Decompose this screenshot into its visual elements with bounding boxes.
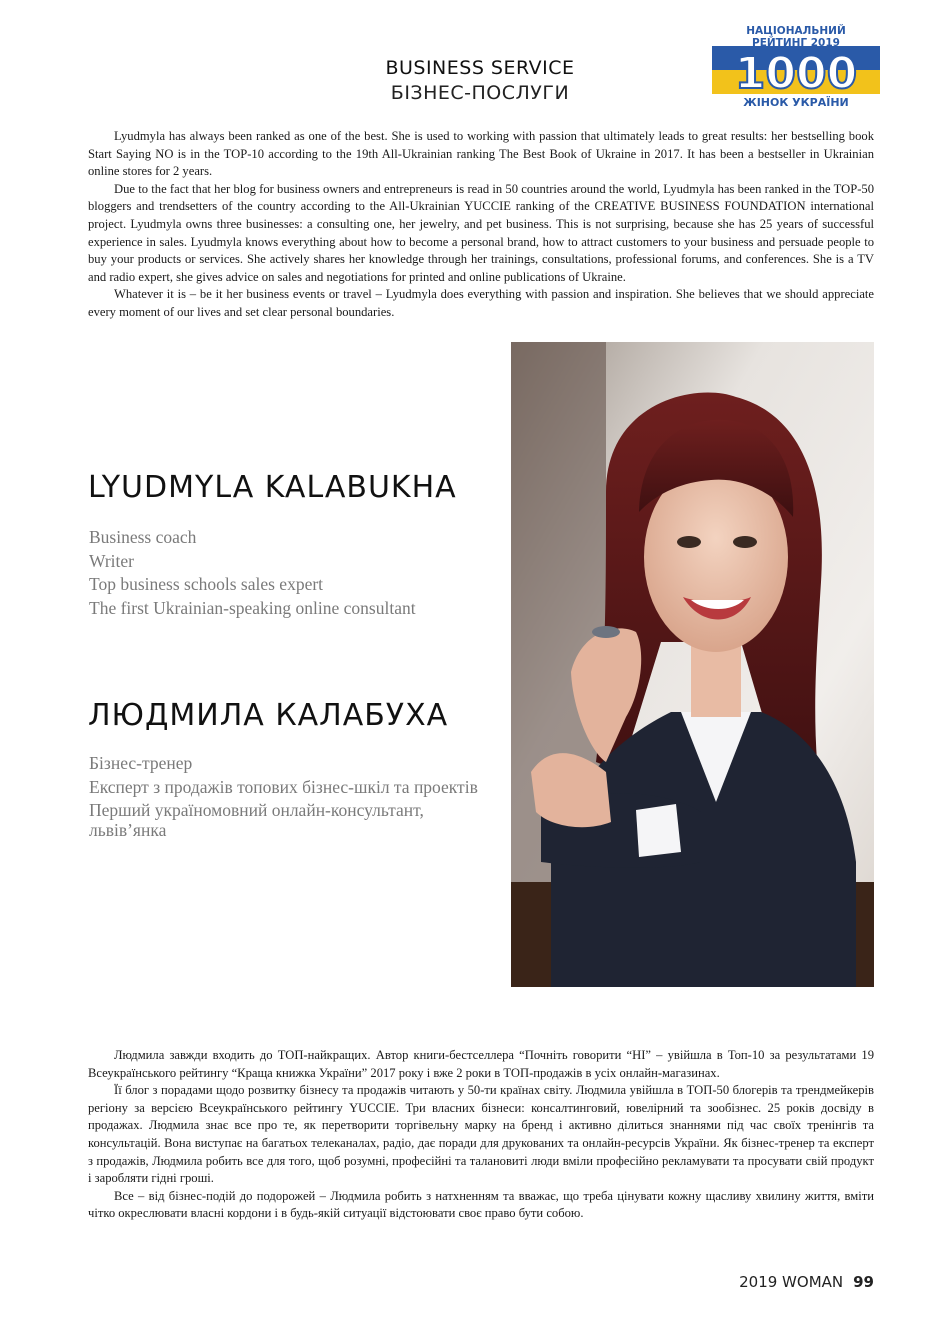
intro-paragraph-3: Whatever it is – be it her business events or travel – Lyudmyla does everything with passion and inspiration. She believes that we should appreciate every moment of our lives and set clear personal boundaries.	[88, 287, 874, 319]
role-item: The first Ukrainian-speaking online consultant	[89, 597, 416, 618]
person-name-ua: ЛЮДМИЛА КАЛАБУХА	[88, 698, 449, 733]
ua-paragraph-2: Її блог з порадами щодо розвитку бізнесу та продажів читають у 50-ти країнах світу. Людмила увійшла в ТОП-50 блогерів та трендмейкерів регіону за версією Всеукраїнського рейтингу YUCCIE. Три власних бізнеси: консалтинговий, ювелірний та зообізнес. 25 років досвіду в продажах. Людмила знає все про те, як перетворити торгівельну марку на бренд і активно ділиться знаннями під час своїх тренінгів та консультацій. Вона виступає на багатьох телеканалах, радіо, дає поради для друкованих та онлайн-ресурсів України. Як бізнес-тренер та експерт з продажів, Людмила робить все для того, щоб розумні, професійні та талановиті люди вміли професійно рекламувати та просувати свій продукт і заробляти гідні гроші.	[88, 1083, 874, 1186]
body-text-ua	[88, 1047, 874, 1223]
intro-text-en	[88, 128, 874, 322]
person-name-en: LYUDMYLA KALABUKHA	[88, 470, 457, 505]
roles-list-ua	[89, 753, 489, 844]
page-number: 99	[853, 1273, 874, 1291]
badge-line2: РЕЙТИНГ 2019	[752, 37, 840, 49]
ua-paragraph-3: Все – від бізнес-подій до подорожей – Людмила робить з натхненням та вважає, що треба цінувати кожну щасливу хвилину життя, вміти чітко окреслювати власні кордони і в будь-якій ситуації відстоювати своє право бути собою.	[88, 1188, 874, 1221]
ua-paragraph-1: Людмила завжди входить до ТОП-найкращих. Автор книги-бестселлера “Почніть говорити “НІ” – увійшла в Топ-10 за результатами 19 Всеукраїнського рейтингу “Краща книжка України” 2017 року і вже 2 роки в ТОП-продажів в усіх онлайн-магазинах.	[88, 1048, 874, 1080]
intro-paragraph-1: Lyudmyla has always been ranked as one of the best. She is used to working with passion that ultimately leads to great results: her bestselling book Start Saying NO is in the TOP-10 according to the 19th All-Ukrainian ranking The Best Book of Ukraine in 2017. It has been a bestseller in Ukrainian online stores for 2 years.	[88, 129, 874, 179]
page-footer	[700, 1273, 874, 1291]
badge-line3: ЖІНОК УКРАЇНИ	[743, 96, 849, 109]
section-title-ua: БІЗНЕС-ПОСЛУГИ	[390, 82, 570, 104]
portrait-photo	[511, 342, 874, 987]
role-item: Бізнес-тренер	[89, 753, 193, 773]
magazine-label: 2019 WOMAN	[739, 1273, 844, 1291]
badge-line1: НАЦІОНАЛЬНИЙ	[746, 25, 846, 37]
role-item: Business coach	[89, 527, 197, 547]
roles-list-en	[89, 526, 416, 620]
role-item: Top business schools sales expert	[89, 574, 324, 594]
section-title-en: BUSINESS SERVICE	[385, 57, 575, 79]
badge-number: 1000	[734, 48, 858, 99]
rating-badge-logo	[712, 22, 880, 110]
intro-paragraph-2: Due to the fact that her blog for business owners and entrepreneurs is read in 50 countries around the world, Lyudmyla has been ranked in the TOP-50 bloggers and trendsetters of the country according to the All-Ukrainian YUCCIE ranking of the CREATIVE BUSINESS FOUNDATION international project. Lyudmyla owns three businesses: a consulting one, her jewelry, and pet business. This is not surprising, because she has 25 years of successful experience in sales. Lyudmyla knows everything about how to become a personal brand, how to attract customers to your business and persuade people to buy your products or services. She actively shares her knowledge through her trainings, consultations, professional forums, and conferences. She is a TV and radio expert, she gives advice on sales and negotiations for printed and online publications of Ukraine.	[88, 181, 874, 284]
section-header	[330, 56, 630, 106]
role-item: Експерт з продажів топових бізнес-шкіл та проектів	[89, 776, 478, 797]
role-item: Перший україномовний онлайн-консультант, львів’янка	[89, 800, 424, 840]
role-item: Writer	[89, 550, 134, 571]
